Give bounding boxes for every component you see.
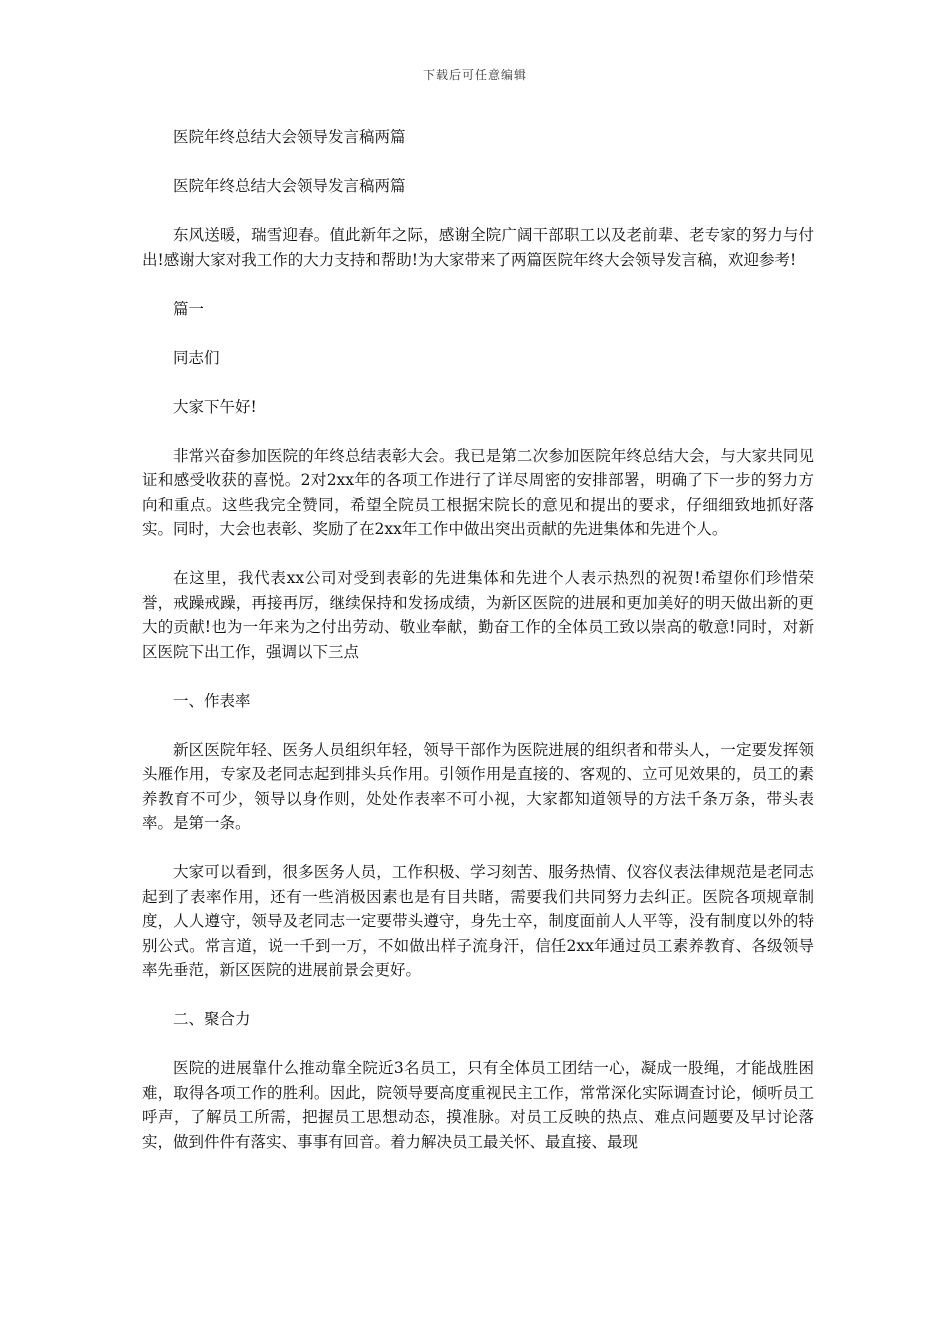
greeting: 大家下午好! [173,397,257,416]
body-paragraph: 非常兴奋参加医院的年终总结表彰大会。我已是第二次参加医院年终总结大会，与大家共同见证和感受收获的喜悦。2对2xx年的各项工作进行了详尽周密的安排部署，明确了下一步的努力方向和重点。这些我完全赞同，希望全院员工根据宋院长的意见和提出的要求，仔细细致地抓好落实。同时，大会也表彰、奖励了在2xx年工作中做出突出贡献的先进集体和先进个人。 [142,446,814,538]
intro-paragraph: 东风送暖，瑞雪迎春。值此新年之际，感谢全院广阔干部职工以及老前辈、老专家的努力与付出!感谢大家对我工作的大力支持和帮助!为大家带来了两篇医院年终大会领导发言稿，欢迎参考! [142,226,814,269]
document-body [142,125,814,1154]
section-heading: 二、聚合力 [173,1010,251,1028]
part-label: 篇一 [173,299,205,318]
salutation: 同志们 [173,348,220,367]
body-paragraph: 大家可以看到，很多医务人员，工作积极、学习刻苦、服务热情、仪容仪表法律规范是老同志起到了表率作用，还有一些消极因素也是有目共睹，需要我们共同努力去纠正。医院各项规章制度，人人遵守，领导及老同志一定要带头遵守，身先士卒，制度面前人人平等，没有制度以外的特别公式。常言道，说一千到一万，不如做出样子流身汗，信任2xx年通过员工素养教育、各级领导率先垂范，新区医院的进展前景会更好。 [142,863,814,979]
body-paragraph: 新区医院年轻、医务人员组织年轻，领导干部作为医院进展的组织者和带头人，一定要发挥领头雁作用，专家及老同志起到排头兵作用。引领作用是直接的、客观的、立可见效果的，员工的素养教育不可少，领导以身作则，处处作表率不可小视，大家都知道领导的方法千条万条，带头表率。是第一条。 [142,740,814,832]
section-heading: 一、作表率 [173,691,251,710]
document-subtitle: 医院年终总结大会领导发言稿两篇 [173,177,406,195]
header-note: 下载后可任意编辑 [422,68,527,82]
document-title: 医院年终总结大会领导发言稿两篇 [173,128,406,146]
body-paragraph: 医院的进展靠什么推动靠全院近3名员工，只有全体员工团结一心，凝成一股绳，才能战胜困难，取得各项工作的胜利。因此，院领导要高度重视民主工作，常常深化实际调查讨论，倾听员工呼声，了解员工所需，把握员工思想动态，摸准脉。对员工反映的热点、难点问题要及早讨论落实，做到件件有落实、事事有回音。着力解决员工最关怀、最直接、最现 [142,1059,814,1151]
body-paragraph: 在这里，我代表xx公司对受到表彰的先进集体和先进个人表示热烈的祝贺!希望你们珍惜荣誉，戒躁戒躁，再接再厉，继续保持和发扬成绩，为新区医院的进展和更加美好的明天做出新的更大的贡献!也为一年来为之付出劳动、敬业奉献，勤奋工作的全体员工致以崇高的敬意!同时，对新区医院下出工作，强调以下三点 [142,569,814,661]
